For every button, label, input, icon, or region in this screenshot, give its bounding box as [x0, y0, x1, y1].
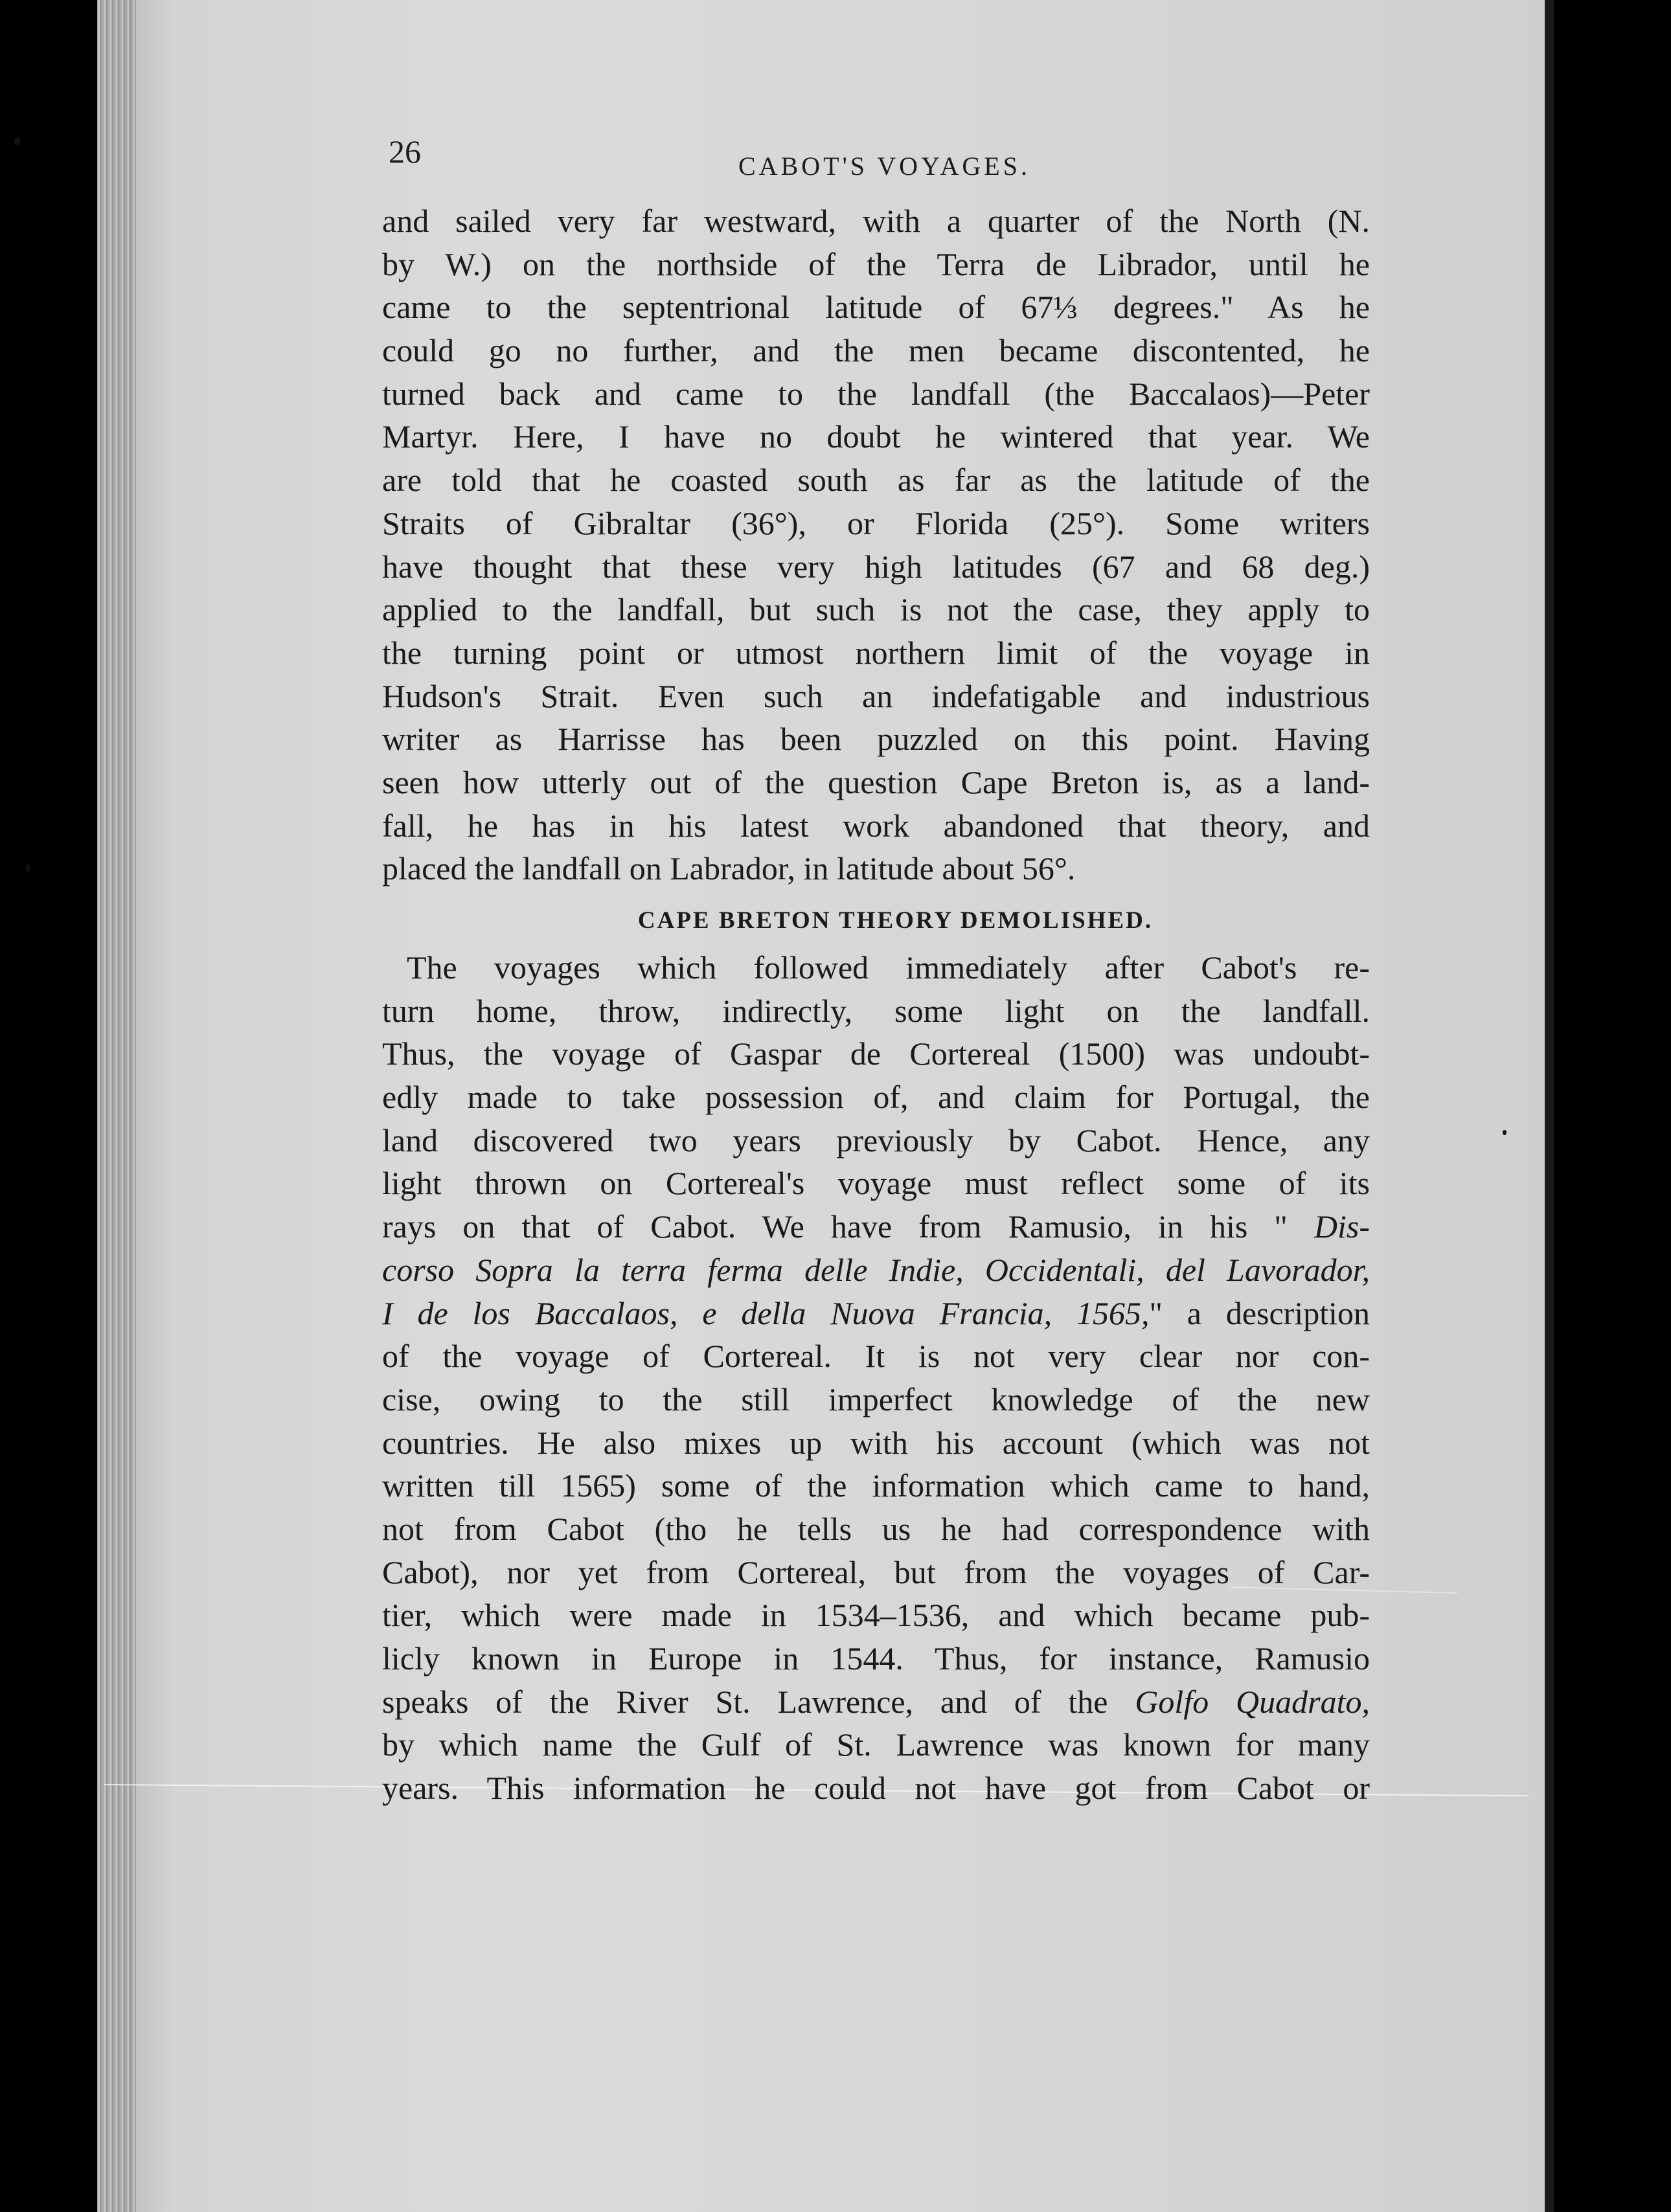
text-line: licly known in Europe in 1544. Thus, for instance, Ramusio: [382, 1640, 1370, 1676]
text-segment: " a description: [1149, 1294, 1370, 1331]
dust-speck: [26, 864, 30, 872]
italic-title-line: corso Sopra la terra ferma delle Indie, Occidentali, del Lavorador,: [382, 1251, 1370, 1288]
italic-title: Dis-: [1313, 1208, 1370, 1245]
dust-speck: [14, 137, 21, 145]
text-line: years. This information he could not have got from Cabot or: [382, 1770, 1370, 1807]
text-line: [382, 1292, 1370, 1335]
page-edge-left: [97, 0, 136, 2212]
text-line: written till 1565) some of the information which came to hand,: [382, 1467, 1370, 1504]
text-line: Cabot), nor yet from Cortereal, but from the voyages of Car-: [382, 1553, 1370, 1590]
text-line: light thrown on Cortereal's voyage must reflect some of its: [382, 1165, 1370, 1202]
text-line: placed the landfall on Labrador, in latitude about 56°.: [382, 850, 1076, 887]
text-segment: rays on that of Cabot. We have from Ramusio, in his ": [382, 1208, 1288, 1245]
text-line: of the voyage of Cortereal. It is not very clear nor con-: [382, 1338, 1370, 1375]
text-line: by which name the Gulf of St. Lawrence was known for many: [382, 1726, 1370, 1763]
text-line: the turning point or utmost northern limit of the voyage in: [382, 634, 1370, 671]
text-line: Martyr. Here, I have no doubt he wintered that year. We: [382, 418, 1370, 455]
text-line: writer as Harrisse has been puzzled on this point. Having: [382, 721, 1370, 758]
section-heading: CAPE BRETON THEORY DEMOLISHED.: [637, 907, 1154, 934]
text-line: Straits of Gibraltar (36°), or Florida (25°). Some writers: [382, 504, 1370, 541]
text-line: Hudson's Strait. Even such an indefatigable and industrious: [382, 677, 1370, 714]
text-line: tier, which were made in 1534–1536, and which became pub-: [382, 1597, 1370, 1634]
text-line: Thus, the voyage of Gaspar de Cortereal (1500) was undoubt-: [382, 1035, 1370, 1072]
text-line: turn home, throw, indirectly, some light on the landfall.: [382, 992, 1370, 1029]
paragraph: [382, 199, 1370, 890]
text-line: fall, he has in his latest work abandoned that theory, and: [382, 807, 1370, 844]
text-line: have thought that these very high latitudes (67 and 68 deg.): [382, 548, 1370, 585]
text-line: seen how utterly out of the question Cape Breton is, as a land-: [382, 763, 1370, 800]
text-line: edly made to take possession of, and claim for Portugal, the: [382, 1079, 1370, 1116]
page-gutter-right: [1545, 0, 1554, 2212]
scan-border-right: [1554, 0, 1671, 2212]
paragraph: [382, 946, 1370, 1810]
body-text: [382, 199, 1370, 1810]
text-line: not from Cabot (tho he tells us he had correspondence with: [382, 1510, 1370, 1547]
text-line: The voyages which followed immediately after Cabot's re-: [407, 949, 1370, 986]
italic-title: I de los Baccalaos, e della Nuova Francia, 1565,: [382, 1294, 1150, 1331]
text-line: countries. He also mixes up with his account (which was not: [382, 1424, 1370, 1461]
text-line: are told that he coasted south as far as the latitude of the: [382, 462, 1370, 499]
text-line: by W.) on the northside of the Terra de Librador, until he: [382, 245, 1370, 282]
running-title: CABOT'S VOYAGES.: [738, 152, 1030, 181]
text-line: and sailed very far westward, with a quarter of the North (N.: [382, 203, 1370, 239]
italic-name: Golfo Quadrato,: [1135, 1683, 1370, 1720]
text-line: turned back and came to the landfall (the Baccalaos)—Peter: [382, 375, 1370, 412]
text-line: could go no further, and the men became discontented, he: [382, 332, 1370, 369]
text-line: cise, owing to the still imperfect knowledge of the new: [382, 1381, 1370, 1417]
text-line: applied to the landfall, but such is not the case, they apply to: [382, 591, 1370, 628]
text-line: [382, 1680, 1370, 1724]
dust-speck: [1503, 1130, 1506, 1135]
text-line: land discovered two years previously by Cabot. Hence, any: [382, 1122, 1370, 1158]
text-line: came to the septentrional latitude of 67⅓ degrees." As he: [382, 289, 1370, 326]
page-number: 26: [389, 133, 421, 170]
text-segment: speaks of the River St. Lawrence, and of the: [382, 1683, 1108, 1720]
running-head: [389, 133, 1360, 185]
text-line: [382, 1205, 1370, 1248]
